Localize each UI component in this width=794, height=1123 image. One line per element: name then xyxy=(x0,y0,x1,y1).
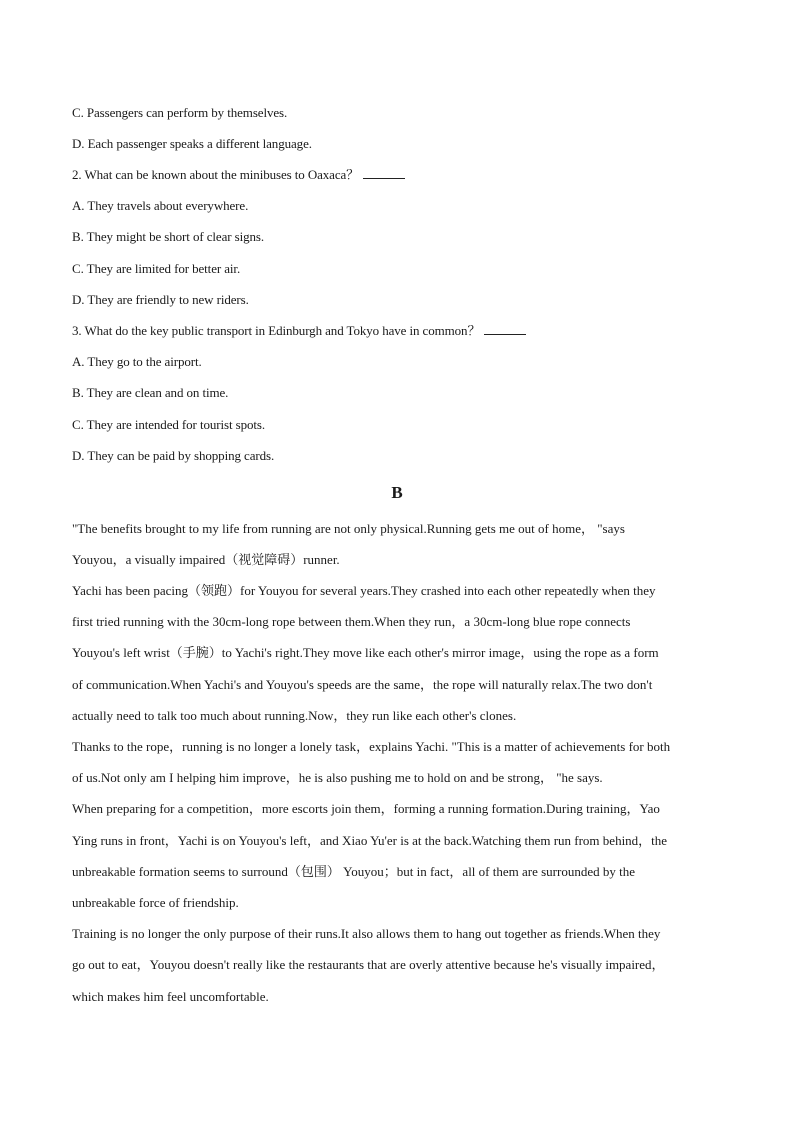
q2-option-a: A. They travels about everywhere. xyxy=(72,198,249,213)
q1-option-d: D. Each passenger speaks a different language. xyxy=(72,136,312,151)
passage-line: go out to eat，Youyou doesn't really like the restaurants that are overly attentive because he's visually impaired， xyxy=(72,957,665,972)
q3-stem xyxy=(72,323,526,339)
passage-line: of us.Not only am I helping him improve，he is also pushing me to hold on and be strong， "he says. xyxy=(72,770,603,785)
q2-stem-text: 2. What can be known about the minibuses to Oaxaca？ xyxy=(72,167,360,182)
passage-line: which makes him feel uncomfortable. xyxy=(72,989,269,1004)
passage-line: Ying runs in front，Yachi is on Youyou's left，and Xiao Yu'er is at the back.Watching them run from behind，the xyxy=(72,833,668,848)
q2-stem xyxy=(72,167,405,183)
passage-line: of communication.When Yachi's and Youyou's speeds are the same，the rope will naturally relax.The two don't xyxy=(72,677,653,692)
answer-blank xyxy=(363,167,405,179)
q3-option-b: B. They are clean and on time. xyxy=(72,385,229,400)
passage-line: Youyou's left wrist（手腕）to Yachi's right.They move like each other's mirror image，using the rope as a form xyxy=(72,645,659,660)
q3-option-d: D. They can be paid by shopping cards. xyxy=(72,448,275,463)
passage-line: Thanks to the rope，running is no longer a lonely task，explains Yachi. "This is a matter of achievements for both xyxy=(72,739,671,754)
passage-line: first tried running with the 30cm-long rope between them.When they run，a 30cm-long blue rope connects xyxy=(72,614,631,629)
passage-line: unbreakable force of friendship. xyxy=(72,895,239,910)
passage-line: unbreakable formation seems to surround（包围） Youyou；but in fact，all of them are surrounded by the xyxy=(72,864,635,879)
section-title: B xyxy=(391,483,403,502)
q2-option-b: B. They might be short of clear signs. xyxy=(72,229,265,244)
q3-option-a: A. They go to the airport. xyxy=(72,354,202,369)
passage-line: "The benefits brought to my life from running are not only physical.Running gets me out of home， "says xyxy=(72,521,625,536)
q3-option-c: C. They are intended for tourist spots. xyxy=(72,417,265,432)
answer-blank xyxy=(484,323,526,335)
q2-option-c: C. They are limited for better air. xyxy=(72,261,241,276)
passage-line: Yachi has been pacing（领跑）for Youyou for several years.They crashed into each other repeatedly when they xyxy=(72,583,656,598)
passage-line: When preparing for a competition，more escorts join them，forming a running formation.During training，Yao xyxy=(72,801,660,816)
passage-line: Training is no longer the only purpose of their runs.It also allows them to hang out together as friends.When they xyxy=(72,926,661,941)
passage-line: actually need to talk too much about running.Now，they run like each other's clones. xyxy=(72,708,517,723)
passage-line: Youyou，a visually impaired（视觉障碍）runner. xyxy=(72,552,340,567)
q2-option-d: D. They are friendly to new riders. xyxy=(72,292,249,307)
q1-option-c: C. Passengers can perform by themselves. xyxy=(72,105,288,120)
q3-stem-text: 3. What do the key public transport in Edinburgh and Tokyo have in common？ xyxy=(72,323,481,338)
